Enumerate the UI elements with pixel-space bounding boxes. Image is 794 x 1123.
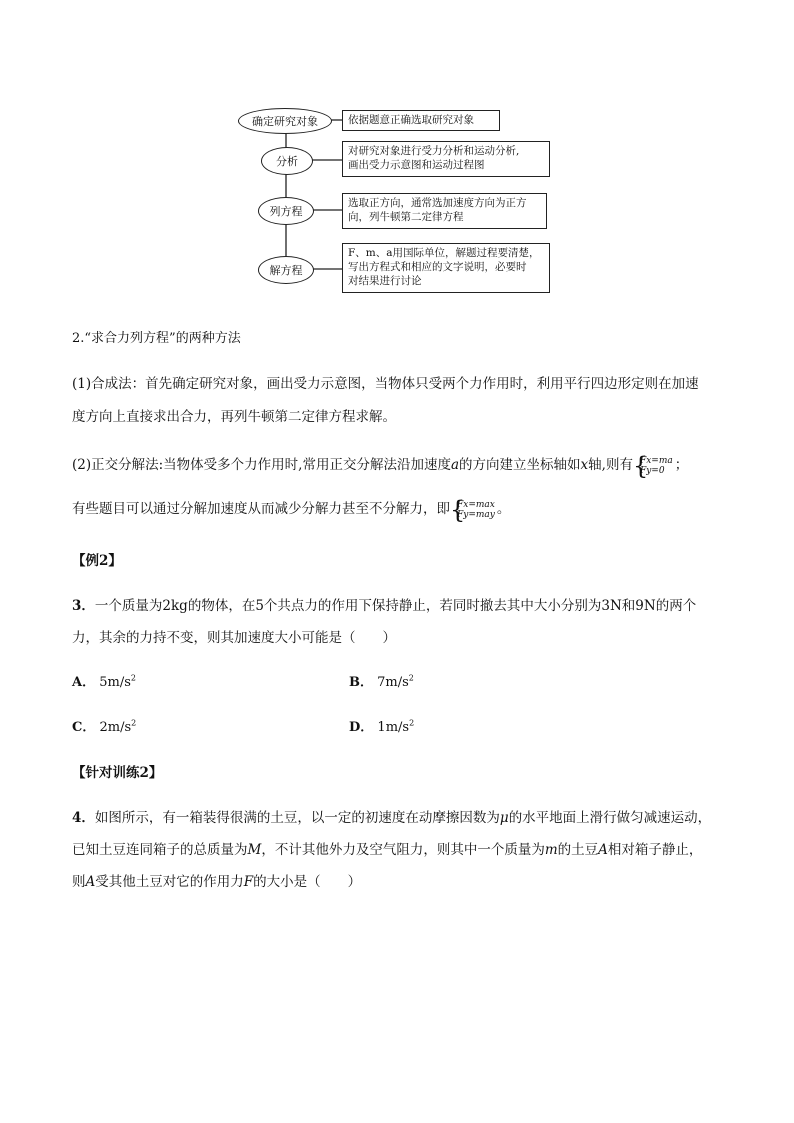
question-text: 一个质量为2kg的物体，在5个共点力的作用下保持静止，若同时撤去其中大小分别为3N和9N的两个 (94, 598, 697, 614)
question-number: 4． (72, 810, 95, 826)
question-text: 则 (72, 874, 86, 890)
box-line: 写出方程式和相应的文字说明，必要时 (348, 261, 527, 273)
option-sup: 2 (131, 718, 137, 728)
question-text: 相对箱子静止， (607, 842, 703, 858)
question4-line1 (72, 806, 711, 826)
node-solve-equation: 解方程 (258, 256, 314, 284)
question4-line3 (72, 870, 361, 890)
question-text: 受其他土豆对它的作用力 (95, 874, 244, 890)
box-select-object (342, 110, 500, 131)
option-sup: 2 (130, 673, 136, 683)
option-letter: D． (349, 720, 374, 735)
question-text: 的水平地面上滑行做匀减速运动， (508, 810, 712, 826)
option-letter: B． (349, 675, 373, 690)
symbol-M: M (247, 842, 262, 858)
method2-text: 。 (496, 501, 511, 517)
method1-line2: 度方向上直接求出合力，再列牛顿第二定律方程求解。 (72, 409, 396, 425)
equation-system-1 (635, 456, 673, 476)
question4-line2 (72, 838, 702, 858)
method2-text: (2)正交分解法:当物体受多个力作用时,常用正交分解法沿加速度 (72, 457, 451, 473)
option-d[interactable] (349, 716, 414, 735)
question-number: 3． (72, 598, 95, 614)
question3-line1 (72, 594, 696, 614)
example2-header: 【例2】 (72, 553, 122, 569)
box-line: 依据题意正确选取研究对象 (348, 114, 474, 126)
box-analysis (342, 141, 550, 177)
box-line: 对结果进行讨论 (348, 275, 422, 287)
symbol-A: A (598, 842, 608, 858)
method2-text: 轴,则有 (588, 457, 633, 473)
option-b[interactable] (349, 671, 414, 690)
option-value: 5m/s (99, 675, 131, 690)
box-line: 画出受力示意图和运动过程图 (348, 159, 485, 171)
box-line: 选取正方向，通常选加速度方向为正方 (348, 197, 527, 209)
training2-header: 【针对训练2】 (72, 765, 163, 781)
section2-title: 2.“求合力列方程”的两种方法 (72, 331, 241, 346)
option-value: 2m/s (99, 720, 132, 735)
symbol-x: x (580, 457, 589, 473)
option-letter: C． (72, 720, 96, 735)
symbol-mu: μ (499, 810, 509, 826)
method2-text: 有些题目可以通过分解加速度从而减少分解力甚至不分解力，即 (72, 501, 450, 517)
option-sup: 2 (408, 673, 414, 683)
question-text: 如图所示，有一箱装得很满的土豆，以一定的初速度在动摩擦因数为 (94, 810, 500, 826)
symbol-F: F (243, 874, 254, 890)
eq2-bottom: Fy=may (457, 509, 495, 520)
symbol-m: m (544, 842, 558, 858)
symbol-A: A (85, 874, 96, 890)
option-sup: 2 (409, 718, 415, 728)
node-determine-object: 确定研究对象 (238, 108, 332, 134)
option-c[interactable] (72, 716, 136, 735)
method2-text: 的方向建立坐标轴如 (459, 457, 581, 473)
eq1-bottom: Fy=0 (639, 465, 665, 476)
box-line: 对研究对象进行受力分析和运动分析, (348, 145, 520, 157)
symbol-a: a (450, 457, 460, 473)
method2-text: ； (674, 457, 689, 473)
flowchart (238, 105, 558, 300)
question-text: 已知土豆连同箱子的总质量为 (72, 842, 248, 858)
question-text: 的土豆 (557, 842, 599, 858)
method1-line1: (1)合成法：首先确定研究对象，画出受力示意图，当物体只受两个力作用时，利用平行四边形定则在加速 (72, 376, 699, 392)
eq1-top: { Fx=ma (639, 455, 673, 466)
option-letter: A． (72, 675, 96, 690)
box-line: F、m、a用国际单位，解题过程要清楚， (348, 247, 540, 259)
eq2-top: { Fx=max (457, 499, 495, 510)
box-line: 向，列牛顿第二定律方程 (348, 211, 464, 223)
equation-system-2 (452, 500, 495, 520)
node-analyze: 分析 (261, 147, 313, 175)
method2-line1 (72, 453, 688, 476)
question-text: ，不计其他外力及空气阻力，则其中一个质量为 (261, 842, 545, 858)
question-text: 的大小是（ ） (253, 874, 362, 890)
option-value: 7m/s (377, 675, 409, 690)
box-equation (342, 193, 547, 229)
question3-line2: 力，其余的力持不变，则其加速度大小可能是（ ） (72, 630, 396, 646)
box-solve (342, 243, 550, 293)
option-value: 1m/s (377, 720, 410, 735)
method2-line2 (72, 497, 510, 520)
node-list-equation: 列方程 (258, 197, 314, 225)
option-a[interactable] (72, 671, 136, 690)
